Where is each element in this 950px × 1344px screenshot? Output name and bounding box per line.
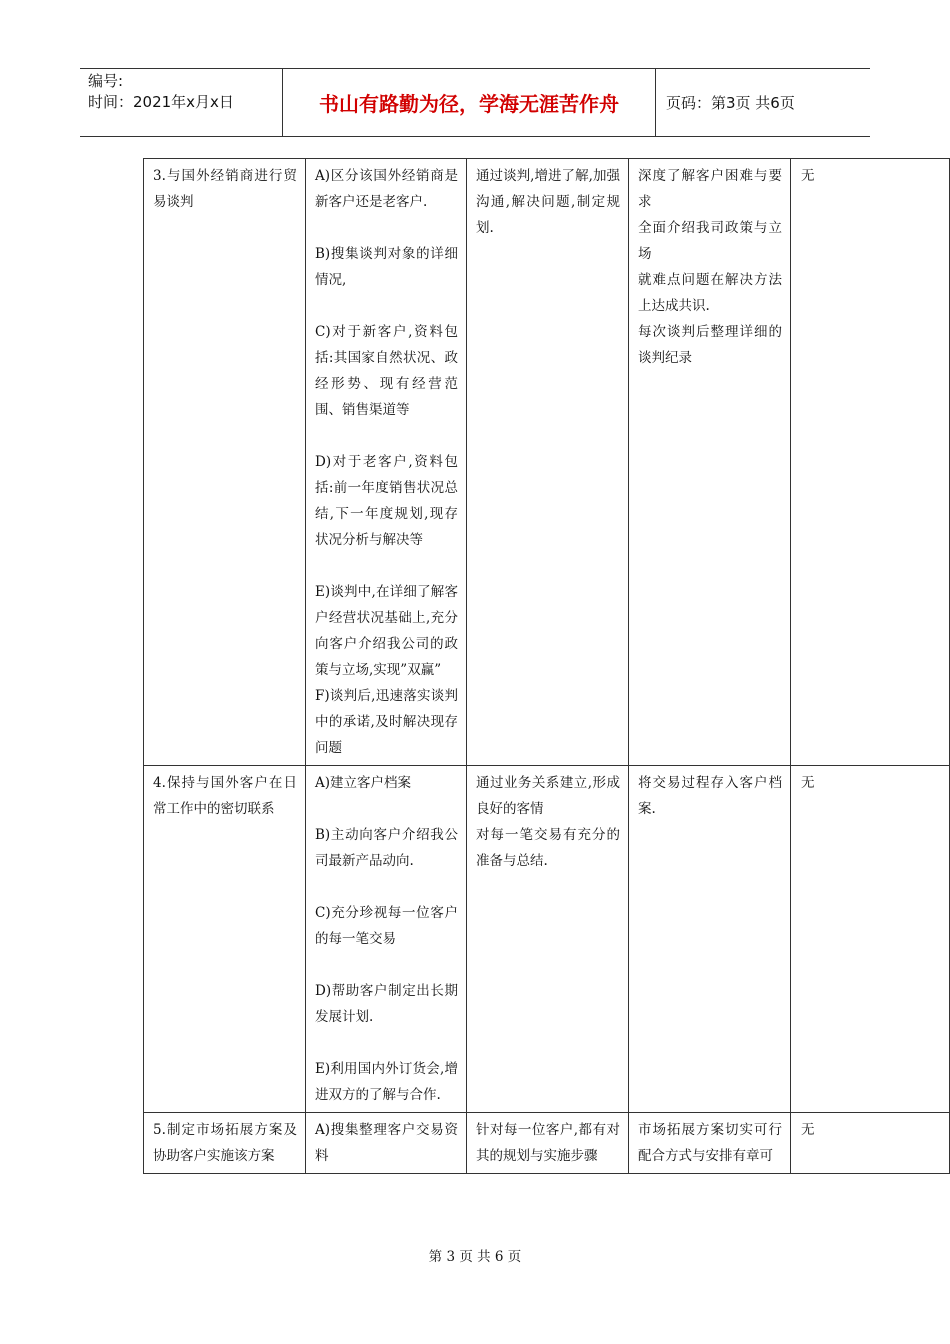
- steps-cell: [306, 159, 467, 766]
- blank-line: [315, 952, 458, 978]
- motto: 书山有路勤为径，学海无涯苦作舟: [282, 69, 656, 136]
- remark-cell: [791, 159, 950, 766]
- cell-line: C)对于新客户,资料包括:其国家自然状况、政经形势、现有经营范围、销售渠道等: [315, 324, 458, 418]
- cell-line: 全面介绍我司政策与立场: [638, 220, 782, 262]
- blank-line: [315, 796, 458, 822]
- blank-line: [315, 874, 458, 900]
- steps-cell: [306, 1113, 467, 1174]
- cell-line: 市场拓展方案切实可行配合方式与安排有章可: [638, 1122, 782, 1164]
- task-text: 5.制定市场拓展方案及协助客户实施该方案: [153, 1122, 297, 1164]
- cell-line: F)谈判后,迅速落实谈判中的承诺,及时解决现存问题: [315, 688, 458, 756]
- task-cell: [144, 1113, 306, 1174]
- remark-text: 无: [801, 775, 815, 791]
- cell-line: 对每一笔交易有充分的准备与总结.: [476, 827, 620, 869]
- cell-line: D)对于老客户,资料包括:前一年度销售状况总结,下一年度规划,现存状况分析与解决等: [315, 454, 458, 548]
- cell-line: 深度了解客户困难与要求: [638, 168, 782, 210]
- remark-text: 无: [801, 1122, 815, 1138]
- duty-table: [143, 158, 950, 1174]
- blank-line: [315, 293, 458, 319]
- cell-line: C)充分珍视每一位客户的每一笔交易: [315, 905, 458, 947]
- cell-line: 每次谈判后整理详细的谈判纪录: [638, 324, 782, 366]
- cell-line: 将交易过程存入客户档案.: [638, 775, 782, 817]
- goals-cell: [467, 159, 629, 766]
- standards-cell: [629, 1113, 791, 1174]
- cell-line: E)利用国内外订货会,增进双方的了解与合作.: [315, 1061, 458, 1103]
- steps-cell: [306, 766, 467, 1113]
- cell-line: B)主动向客户介绍我公司最新产品动向.: [315, 827, 458, 869]
- blank-line: [315, 215, 458, 241]
- table-row: [144, 766, 950, 1113]
- cell-line: 通过谈判,增进了解,加强沟通,解决问题,制定规划.: [476, 168, 620, 236]
- remark-cell: [791, 1113, 950, 1174]
- task-cell: [144, 159, 306, 766]
- task-text: 3.与国外经销商进行贸易谈判: [153, 168, 297, 210]
- goals-cell: [467, 766, 629, 1113]
- cell-line: D)帮助客户制定出长期发展计划.: [315, 983, 458, 1025]
- header-meta: [80, 69, 282, 136]
- remark-cell: [791, 766, 950, 1113]
- cell-line: E)谈判中,在详细了解客户经营状况基础上,充分向客户介绍我公司的政策与立场,实现”双赢”: [315, 584, 458, 678]
- cell-line: 针对每一位客户,都有对其的规划与实施步骤: [476, 1122, 620, 1164]
- cell-line: A)建立客户档案: [315, 775, 412, 791]
- blank-line: [315, 423, 458, 449]
- page-header: [80, 68, 870, 137]
- remark-text: 无: [801, 168, 815, 184]
- cell-line: B)搜集谈判对象的详细情况,: [315, 246, 458, 288]
- goals-cell: [467, 1113, 629, 1174]
- page-footer: 第 3 页 共 6 页: [428, 1249, 522, 1265]
- blank-line: [315, 1030, 458, 1056]
- table-row: [144, 159, 950, 766]
- cell-line: 就难点问题在解决方法上达成共识.: [638, 272, 782, 314]
- task-cell: [144, 766, 306, 1113]
- table-row: [144, 1113, 950, 1174]
- page-number-label: 页码：第3页 共6页: [666, 94, 795, 112]
- task-text: 4.保持与国外客户在日常工作中的密切联系: [153, 775, 297, 817]
- cell-line: A)区分该国外经销商是新客户还是老客户.: [315, 168, 458, 210]
- time-label: 时间：2021年x月x日: [88, 93, 234, 111]
- blank-line: [315, 553, 458, 579]
- cell-line: A)搜集整理客户交易资料: [315, 1122, 458, 1164]
- standards-cell: [629, 159, 791, 766]
- standards-cell: [629, 766, 791, 1113]
- code-label: 编号:: [88, 72, 124, 90]
- cell-line: 通过业务关系建立,形成良好的客情: [476, 775, 620, 817]
